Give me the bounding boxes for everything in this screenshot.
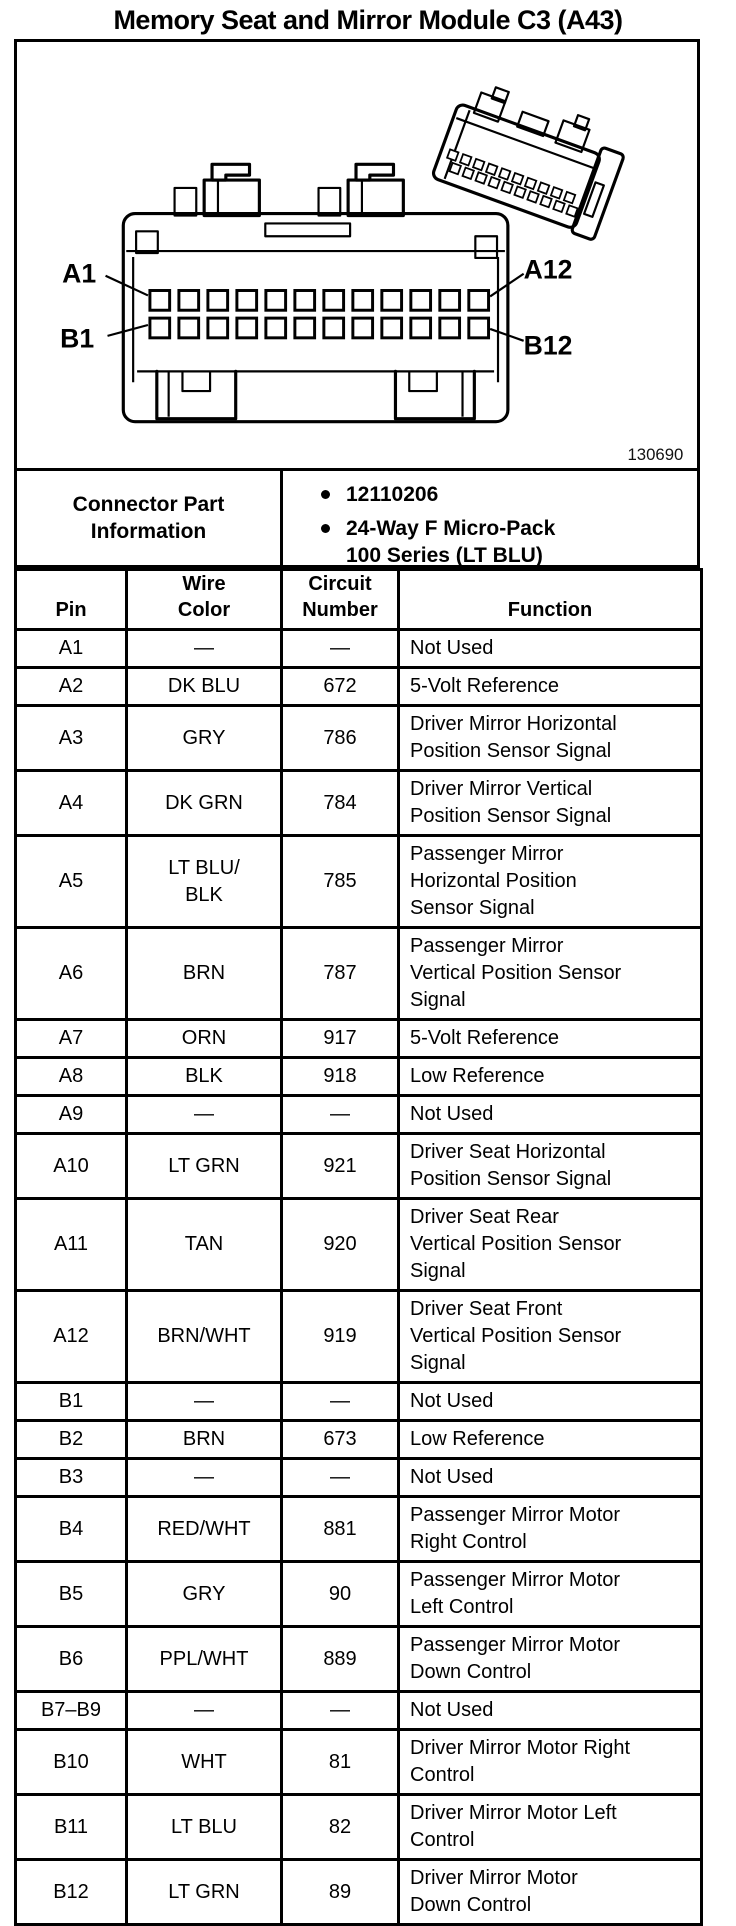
circuit-number-cell: 889 [282, 1627, 399, 1692]
function-cell: Passenger Mirror Motor Right Control [399, 1497, 702, 1562]
connector-pin-cavity [266, 291, 286, 311]
iso-pin-cavity [540, 196, 551, 207]
leader-line-a1 [106, 276, 148, 296]
pin-label-a1: A1 [62, 258, 97, 289]
header-row [16, 570, 702, 630]
connector-pin-cavity [382, 291, 402, 311]
circuit-number-cell: 89 [282, 1860, 399, 1925]
table-row [16, 1199, 702, 1291]
connector-pin-cavity [469, 318, 489, 338]
iso-pin-cavity [501, 182, 512, 193]
connector-pin-cavity [150, 318, 170, 338]
connector-pin-cavity [295, 318, 315, 338]
circuit-number-cell: — [282, 1692, 399, 1730]
pin-cell: A12 [16, 1291, 127, 1383]
wire-color-cell: BRN/WHT [127, 1291, 282, 1383]
connector-pin-cavity [179, 318, 199, 338]
circuit-number-cell: 81 [282, 1730, 399, 1795]
table-row [16, 1627, 702, 1692]
connector-isometric-drawing [430, 75, 632, 240]
connector-pin-cavity [150, 291, 170, 311]
wire-color-cell: LT GRN [127, 1134, 282, 1199]
function-cell: Driver Seat Rear Vertical Position Sensor Signal [399, 1199, 702, 1291]
table-row [16, 1096, 702, 1134]
wire-color-cell: PPL/WHT [127, 1627, 282, 1692]
circuit-number-cell: 786 [282, 706, 399, 771]
col-header-wire-color: Wire Color [127, 570, 282, 630]
page-title: Memory Seat and Mirror Module C3 (A43) [113, 5, 623, 35]
function-cell: Not Used [399, 1692, 702, 1730]
table-row [16, 706, 702, 771]
circuit-number-cell: 785 [282, 836, 399, 928]
circuit-number-cell: 917 [282, 1020, 399, 1058]
connector-pin-cavity [411, 318, 431, 338]
connector-figure-svg [17, 42, 697, 468]
circuit-number-cell: 920 [282, 1199, 399, 1291]
pin-cell: B11 [16, 1795, 127, 1860]
pin-cell: B12 [16, 1860, 127, 1925]
circuit-number-cell: 881 [282, 1497, 399, 1562]
table-row [16, 1562, 702, 1627]
circuit-number-cell: — [282, 630, 399, 668]
wire-color-cell: LT BLU [127, 1795, 282, 1860]
circuit-number-cell: 784 [282, 771, 399, 836]
wire-color-cell: GRY [127, 1562, 282, 1627]
function-cell: Driver Seat Horizontal Position Sensor Signal [399, 1134, 702, 1199]
pin-cell: B3 [16, 1459, 127, 1497]
iso-pin-cavity [488, 177, 499, 188]
connector-pin-cavity [324, 318, 344, 338]
pin-cell: A9 [16, 1096, 127, 1134]
pin-cell: A10 [16, 1134, 127, 1199]
iso-pin-cavity [551, 187, 562, 198]
table-row [16, 1058, 702, 1096]
connector-pin-cavity [382, 318, 402, 338]
iso-pin-cavity [450, 163, 461, 174]
iso-pin-cavity [473, 159, 484, 170]
table-row [16, 1692, 702, 1730]
iso-pin-cavity [525, 178, 536, 189]
iso-pin-cavity [514, 186, 525, 197]
pin-cell: B7–B9 [16, 1692, 127, 1730]
circuit-number-cell: 918 [282, 1058, 399, 1096]
function-cell: Not Used [399, 1096, 702, 1134]
table-row [16, 1421, 702, 1459]
pin-cell: B1 [16, 1383, 127, 1421]
wire-color-cell: RED/WHT [127, 1497, 282, 1562]
iso-pin-cavity [463, 168, 474, 179]
table-row [16, 771, 702, 836]
wire-color-cell: — [127, 1383, 282, 1421]
circuit-number-cell: 787 [282, 928, 399, 1020]
pin-label-a12: A12 [523, 254, 573, 285]
manual-page [0, 5, 736, 1916]
connector-diagram [14, 39, 700, 471]
pinout-table [14, 568, 703, 1926]
connector-type: 24-Way F Micro-Pack 100 Series (LT BLU) [319, 515, 697, 569]
function-cell: 5-Volt Reference [399, 668, 702, 706]
table-row [16, 1795, 702, 1860]
connector-part-info-label: Connector Part Information [17, 471, 283, 565]
pin-cell: B10 [16, 1730, 127, 1795]
pin-cell: A1 [16, 630, 127, 668]
connector-pin-cavity [411, 291, 431, 311]
wire-color-cell: — [127, 630, 282, 668]
function-cell: Not Used [399, 630, 702, 668]
connector-pin-cavity [208, 318, 228, 338]
function-cell: Driver Mirror Horizontal Position Sensor Signal [399, 706, 702, 771]
table-row [16, 1459, 702, 1497]
circuit-number-cell: 672 [282, 668, 399, 706]
circuit-number-cell: — [282, 1459, 399, 1497]
connector-front-view-drawing [106, 164, 524, 421]
pin-label-b1: B1 [60, 323, 95, 354]
wire-color-cell: — [127, 1459, 282, 1497]
function-cell: Driver Mirror Motor Left Control [399, 1795, 702, 1860]
circuit-number-cell: 90 [282, 1562, 399, 1627]
connector-pin-cavity [179, 291, 199, 311]
pin-cell: B4 [16, 1497, 127, 1562]
connector-pin-cavity [440, 318, 460, 338]
pin-cell: A6 [16, 928, 127, 1020]
wire-color-cell: — [127, 1692, 282, 1730]
col-header-pin: Pin [16, 570, 127, 630]
table-row [16, 1134, 702, 1199]
connector-pin-cavity [237, 318, 257, 338]
pin-cell: A11 [16, 1199, 127, 1291]
function-cell: Passenger Mirror Horizontal Position Sensor Signal [399, 836, 702, 928]
iso-pin-cavity [512, 173, 523, 184]
pin-cell: A3 [16, 706, 127, 771]
iso-pin-cavity [564, 192, 575, 203]
table-row [16, 1497, 702, 1562]
connector-pin-cavity [295, 291, 315, 311]
col-header-circuit-number: Circuit Number [282, 570, 399, 630]
iso-pin-cavity [538, 182, 549, 193]
wire-color-cell: BRN [127, 928, 282, 1020]
wire-color-cell: BRN [127, 1421, 282, 1459]
pin-cell: A5 [16, 836, 127, 928]
table-row [16, 1860, 702, 1925]
function-cell: Low Reference [399, 1421, 702, 1459]
wire-color-cell: BLK [127, 1058, 282, 1096]
wire-color-cell: ORN [127, 1020, 282, 1058]
wire-color-cell: LT BLU/ BLK [127, 836, 282, 928]
iso-pin-cavity [553, 201, 564, 212]
circuit-number-cell: 919 [282, 1291, 399, 1383]
pin-cell: A2 [16, 668, 127, 706]
table-row [16, 836, 702, 928]
circuit-number-cell: 673 [282, 1421, 399, 1459]
pin-cell: A4 [16, 771, 127, 836]
circuit-number-cell: — [282, 1383, 399, 1421]
function-cell: Not Used [399, 1383, 702, 1421]
table-row [16, 1383, 702, 1421]
connector-pin-cavity [469, 291, 489, 311]
iso-pin-cavity [527, 191, 538, 202]
connector-pin-cavity [353, 318, 373, 338]
iso-pin-cavity [475, 172, 486, 183]
connector-part-info-row [14, 471, 700, 568]
function-cell: Passenger Mirror Motor Down Control [399, 1627, 702, 1692]
leader-line-b1 [108, 325, 148, 336]
table-row [16, 668, 702, 706]
circuit-number-cell: — [282, 1096, 399, 1134]
wire-color-cell: GRY [127, 706, 282, 771]
table-row [16, 928, 702, 1020]
connector-part-info-details [283, 471, 697, 565]
connector-pin-cavity [440, 291, 460, 311]
connector-pin-cavity [353, 291, 373, 311]
wire-color-cell: LT GRN [127, 1860, 282, 1925]
iso-pin-cavity [566, 205, 577, 216]
col-header-function: Function [399, 570, 702, 630]
wire-color-cell: TAN [127, 1199, 282, 1291]
pin-cell: B6 [16, 1627, 127, 1692]
table-row [16, 1730, 702, 1795]
iso-pin-cavity [447, 149, 458, 160]
connector-part-number: 12110206 [319, 481, 697, 508]
connector-pin-cavity [208, 291, 228, 311]
function-cell: Passenger Mirror Vertical Position Sensor Signal [399, 928, 702, 1020]
iso-pin-cavity [486, 164, 497, 175]
wire-color-cell: DK GRN [127, 771, 282, 836]
pin-cell: A7 [16, 1020, 127, 1058]
circuit-number-cell: 921 [282, 1134, 399, 1199]
function-cell: Driver Mirror Vertical Position Sensor Signal [399, 771, 702, 836]
function-cell: Not Used [399, 1459, 702, 1497]
table-row [16, 630, 702, 668]
function-cell: 5-Volt Reference [399, 1020, 702, 1058]
function-cell: Low Reference [399, 1058, 702, 1096]
iso-pin-cavity [460, 154, 471, 165]
wire-color-cell: DK BLU [127, 668, 282, 706]
pin-cell: B5 [16, 1562, 127, 1627]
connector-pin-cavity [237, 291, 257, 311]
function-cell: Driver Mirror Motor Down Control [399, 1860, 702, 1925]
iso-pin-cavity [499, 168, 510, 179]
wire-color-cell: — [127, 1096, 282, 1134]
pin-cell: A8 [16, 1058, 127, 1096]
connector-pin-cavity [266, 318, 286, 338]
circuit-number-cell: 82 [282, 1795, 399, 1860]
pin-cell: B2 [16, 1421, 127, 1459]
table-row [16, 1020, 702, 1058]
figure-number: 130690 [627, 445, 684, 465]
pin-label-b12: B12 [523, 330, 573, 361]
function-cell: Driver Mirror Motor Right Control [399, 1730, 702, 1795]
wire-color-cell: WHT [127, 1730, 282, 1795]
function-cell: Passenger Mirror Motor Left Control [399, 1562, 702, 1627]
connector-pin-cavity [324, 291, 344, 311]
function-cell: Driver Seat Front Vertical Position Sensor Signal [399, 1291, 702, 1383]
table-row [16, 1291, 702, 1383]
